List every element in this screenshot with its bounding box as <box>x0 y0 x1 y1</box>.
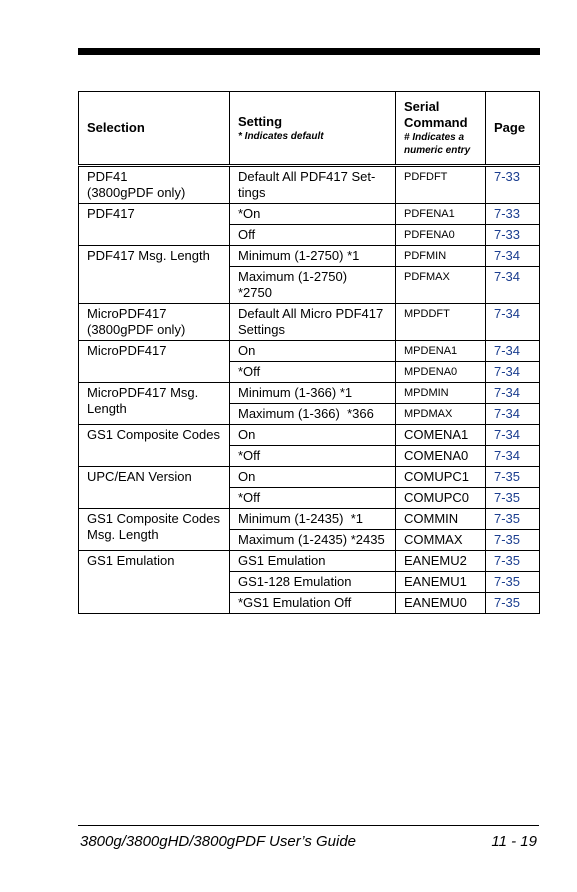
table-row <box>79 467 540 488</box>
page-link[interactable]: 7-34 <box>486 341 540 362</box>
top-rule <box>78 48 540 55</box>
table-row <box>79 304 540 341</box>
selection-cell: MicroPDF417 (3800gPDF only) <box>79 304 230 341</box>
selection-cell: GS1 Composite Codes Msg. Length <box>79 509 230 551</box>
page-link[interactable]: 7-34 <box>486 362 540 383</box>
table-row <box>79 383 540 404</box>
table-header-row <box>79 92 540 166</box>
command-cell: EANEMU0 <box>396 593 486 614</box>
command-cell: PDFMIN <box>396 246 486 267</box>
command-cell: COMENA0 <box>396 446 486 467</box>
command-cell: COMENA1 <box>396 425 486 446</box>
command-cell: COMUPC0 <box>396 488 486 509</box>
setting-cell: Minimum (1-2435) *1 <box>230 509 396 530</box>
selection-cell: MicroPDF417 <box>79 341 230 383</box>
setting-cell: Maximum (1-2750) *2750 <box>230 267 396 304</box>
setting-cell: Default All Micro PDF417 Settings <box>230 304 396 341</box>
page-link[interactable]: 7-35 <box>486 488 540 509</box>
setting-cell: GS1 Emulation <box>230 551 396 572</box>
table-row <box>79 425 540 446</box>
command-cell: COMUPC1 <box>396 467 486 488</box>
selection-cell: UPC/EAN Version <box>79 467 230 509</box>
table-row <box>79 509 540 530</box>
page-link[interactable]: 7-33 <box>486 166 540 204</box>
footer-rule <box>78 825 539 826</box>
selection-cell: GS1 Composite Codes <box>79 425 230 467</box>
setting-cell: *Off <box>230 362 396 383</box>
selection-cell: PDF41 (3800gPDF only) <box>79 166 230 204</box>
setting-cell: Maximum (1-2435) *2435 <box>230 530 396 551</box>
setting-cell: *GS1 Emulation Off <box>230 593 396 614</box>
command-cell: PDFDFT <box>396 166 486 204</box>
page-link[interactable]: 7-35 <box>486 509 540 530</box>
page-link[interactable]: 7-34 <box>486 267 540 304</box>
command-cell: EANEMU1 <box>396 572 486 593</box>
setting-cell: On <box>230 467 396 488</box>
page-link[interactable]: 7-34 <box>486 404 540 425</box>
command-cell: COMMAX <box>396 530 486 551</box>
footer-guide-title: 3800g/3800gHD/3800gPDF User’s Guide <box>80 833 357 850</box>
command-cell: MPDENA0 <box>396 362 486 383</box>
setting-cell: Minimum (1-366) *1 <box>230 383 396 404</box>
command-cell: MPDMIN <box>396 383 486 404</box>
header-page: Page <box>486 92 540 166</box>
setting-cell: On <box>230 341 396 362</box>
page-link[interactable]: 7-35 <box>486 593 540 614</box>
setting-cell: Minimum (1-2750) *1 <box>230 246 396 267</box>
page-link[interactable]: 7-35 <box>486 467 540 488</box>
page-link[interactable]: 7-34 <box>486 425 540 446</box>
command-cell: MPDMAX <box>396 404 486 425</box>
table-row <box>79 166 540 204</box>
command-cell: MPDENA1 <box>396 341 486 362</box>
command-cell: MPDDFT <box>396 304 486 341</box>
setting-cell: GS1-128 Emulation <box>230 572 396 593</box>
table-row <box>79 551 540 572</box>
page-link[interactable]: 7-35 <box>486 551 540 572</box>
command-cell: PDFMAX <box>396 267 486 304</box>
footer-page-number: 11 - 19 <box>491 833 537 850</box>
header-setting: Setting * Indicates default <box>230 92 396 166</box>
command-cell: EANEMU2 <box>396 551 486 572</box>
command-cell: PDFENA1 <box>396 204 486 225</box>
page-link[interactable]: 7-35 <box>486 530 540 551</box>
header-serial-command: Serial Command # Indicates a numeric entry <box>396 92 486 166</box>
header-selection: Selection <box>79 92 230 166</box>
setting-cell: On <box>230 425 396 446</box>
selection-cell: PDF417 Msg. Length <box>79 246 230 304</box>
selection-cell: PDF417 <box>79 204 230 246</box>
settings-table <box>78 91 540 614</box>
page-link[interactable]: 7-34 <box>486 383 540 404</box>
setting-cell: *On <box>230 204 396 225</box>
page-link[interactable]: 7-35 <box>486 572 540 593</box>
setting-cell: Default All PDF417 Set- tings <box>230 166 396 204</box>
command-cell: PDFENA0 <box>396 225 486 246</box>
page-link[interactable]: 7-34 <box>486 446 540 467</box>
setting-cell: Off <box>230 225 396 246</box>
table-row <box>79 204 540 225</box>
selection-cell: GS1 Emulation <box>79 551 230 614</box>
setting-cell: *Off <box>230 446 396 467</box>
page-link[interactable]: 7-34 <box>486 304 540 341</box>
header-serial-note: # Indicates a numeric entry <box>404 132 471 156</box>
table-row <box>79 246 540 267</box>
setting-cell: *Off <box>230 488 396 509</box>
header-setting-note: * Indicates default <box>238 130 324 142</box>
selection-cell: MicroPDF417 Msg. Length <box>79 383 230 425</box>
page-link[interactable]: 7-33 <box>486 225 540 246</box>
table-row <box>79 341 540 362</box>
page-link[interactable]: 7-33 <box>486 204 540 225</box>
command-cell: COMMIN <box>396 509 486 530</box>
setting-cell: Maximum (1-366) *366 <box>230 404 396 425</box>
page-link[interactable]: 7-34 <box>486 246 540 267</box>
